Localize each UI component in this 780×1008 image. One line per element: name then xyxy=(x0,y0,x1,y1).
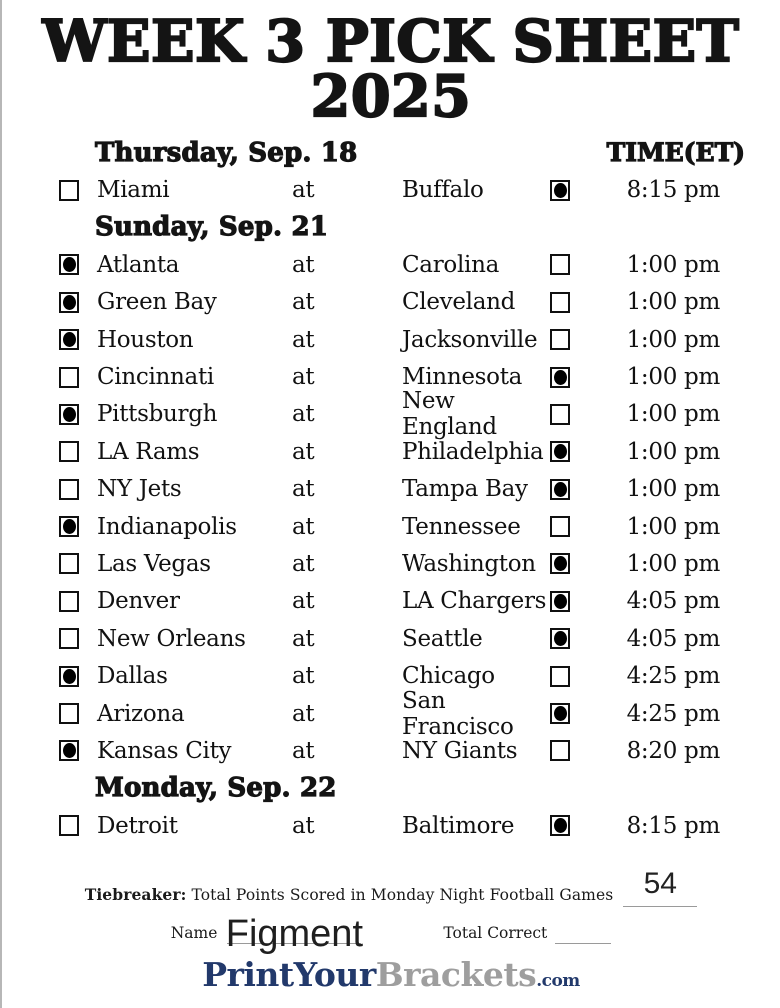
game-time: 1:00 pm xyxy=(626,289,720,316)
home-team-name: Washington xyxy=(402,550,536,577)
game-row xyxy=(2,545,780,582)
game-row xyxy=(2,471,780,508)
away-pick-checkbox[interactable] xyxy=(59,329,79,350)
game-row xyxy=(2,732,780,769)
day-heading: Sunday, Sep. 21 xyxy=(95,212,329,243)
pick-sheet xyxy=(2,134,780,844)
game-time: 4:25 pm xyxy=(626,700,720,727)
day-heading-row xyxy=(2,209,780,246)
game-row xyxy=(2,284,780,321)
away-pick-checkbox[interactable] xyxy=(59,553,79,574)
game-time: 8:15 pm xyxy=(626,177,720,204)
home-pick-checkbox[interactable] xyxy=(550,516,570,537)
game-row xyxy=(2,358,780,395)
game-row xyxy=(2,433,780,470)
home-team-name: New England xyxy=(402,388,497,441)
home-team-name: San Francisco xyxy=(402,687,514,740)
home-pick-checkbox[interactable] xyxy=(550,254,570,275)
game-time: 4:05 pm xyxy=(626,588,720,615)
away-pick-checkbox[interactable] xyxy=(59,740,79,761)
away-pick-checkbox[interactable] xyxy=(59,703,79,724)
at-label: at xyxy=(292,364,315,391)
away-pick-checkbox[interactable] xyxy=(59,404,79,425)
away-pick-checkbox[interactable] xyxy=(59,815,79,836)
game-time: 1:00 pm xyxy=(626,513,720,540)
away-team-name: LA Rams xyxy=(97,438,200,465)
at-label: at xyxy=(292,251,315,278)
name-value: Figment xyxy=(225,913,364,955)
at-label: at xyxy=(292,438,315,465)
name-label: Name xyxy=(170,924,218,942)
home-pick-checkbox[interactable] xyxy=(550,441,570,462)
page-title xyxy=(2,8,780,130)
home-team-name: Seattle xyxy=(402,625,483,652)
page-title-line2: 2025 xyxy=(310,63,472,130)
home-team-name: Baltimore xyxy=(402,812,515,839)
away-pick-checkbox[interactable] xyxy=(59,516,79,537)
game-row xyxy=(2,620,780,657)
at-label: at xyxy=(292,476,315,503)
game-time: 8:15 pm xyxy=(626,812,720,839)
total-correct-label: Total Correct xyxy=(443,924,548,942)
home-team-name: NY Giants xyxy=(402,737,518,764)
home-pick-checkbox[interactable] xyxy=(550,591,570,612)
away-pick-checkbox[interactable] xyxy=(59,628,79,649)
away-pick-checkbox[interactable] xyxy=(59,180,79,201)
at-label: at xyxy=(292,700,315,727)
game-row xyxy=(2,388,780,441)
day-heading: Monday, Sep. 22 xyxy=(95,773,337,804)
home-team-name: Chicago xyxy=(402,663,495,690)
game-row xyxy=(2,807,780,844)
tiebreaker-label-rest: Total Points Scored in Monday Night Football Games xyxy=(186,886,614,904)
game-row xyxy=(2,246,780,283)
day-heading-row xyxy=(2,134,780,171)
time-header: TIME(ET) xyxy=(606,138,745,168)
home-team-name: Tampa Bay xyxy=(402,476,528,503)
away-team-name: NY Jets xyxy=(97,476,182,503)
game-time: 4:05 pm xyxy=(626,625,720,652)
at-label: at xyxy=(292,625,315,652)
home-pick-checkbox[interactable] xyxy=(550,628,570,649)
home-pick-checkbox[interactable] xyxy=(550,815,570,836)
home-pick-checkbox[interactable] xyxy=(550,479,570,500)
game-time: 1:00 pm xyxy=(626,401,720,428)
home-team-name: LA Chargers xyxy=(402,588,547,615)
home-pick-checkbox[interactable] xyxy=(550,367,570,388)
day-heading-row xyxy=(2,770,780,807)
home-team-name: Minnesota xyxy=(402,364,523,391)
name-field[interactable] xyxy=(225,903,364,955)
printyourbrackets-logo xyxy=(2,956,780,1000)
game-time: 1:00 pm xyxy=(626,550,720,577)
away-team-name: Kansas City xyxy=(97,737,232,764)
at-label: at xyxy=(292,326,315,353)
game-row xyxy=(2,171,780,208)
total-correct-field[interactable] xyxy=(555,923,611,944)
game-row xyxy=(2,321,780,358)
away-team-name: Las Vegas xyxy=(97,550,211,577)
away-team-name: Houston xyxy=(97,326,194,353)
game-time: 1:00 pm xyxy=(626,364,720,391)
away-pick-checkbox[interactable] xyxy=(59,441,79,462)
page-title-line1: WEEK 3 PICK SHEET xyxy=(42,8,740,75)
game-time: 8:20 pm xyxy=(626,737,720,764)
home-pick-checkbox[interactable] xyxy=(550,329,570,350)
game-time: 1:00 pm xyxy=(626,476,720,503)
game-time: 4:25 pm xyxy=(626,663,720,690)
game-time: 1:00 pm xyxy=(626,438,720,465)
away-team-name: Detroit xyxy=(97,812,178,839)
name-row xyxy=(2,903,780,955)
away-pick-checkbox[interactable] xyxy=(59,367,79,388)
away-team-name: Arizona xyxy=(97,700,185,727)
home-team-name: Cleveland xyxy=(402,289,516,316)
away-team-name: Miami xyxy=(97,177,170,204)
game-row xyxy=(2,583,780,620)
tiebreaker-label-bold: Tiebreaker: xyxy=(84,885,187,904)
home-team-name: Philadelphia xyxy=(402,438,544,465)
away-team-name: New Orleans xyxy=(97,625,246,652)
tiebreaker-field[interactable] xyxy=(623,867,697,907)
home-team-name: Carolina xyxy=(402,251,499,278)
home-pick-checkbox[interactable] xyxy=(550,292,570,313)
at-label: at xyxy=(292,588,315,615)
away-team-name: Denver xyxy=(97,588,180,615)
home-pick-checkbox[interactable] xyxy=(550,180,570,201)
away-pick-checkbox[interactable] xyxy=(59,292,79,313)
away-team-name: Indianapolis xyxy=(97,513,237,540)
game-time: 1:00 pm xyxy=(626,251,720,278)
away-team-name: Green Bay xyxy=(97,289,217,316)
at-label: at xyxy=(292,177,315,204)
at-label: at xyxy=(292,550,315,577)
game-time: 1:00 pm xyxy=(626,326,720,353)
tiebreaker-row xyxy=(2,867,780,907)
home-pick-checkbox[interactable] xyxy=(550,666,570,687)
home-pick-checkbox[interactable] xyxy=(550,703,570,724)
logo-print-your: PrintYour xyxy=(202,955,376,994)
at-label: at xyxy=(292,737,315,764)
home-pick-checkbox[interactable] xyxy=(550,404,570,425)
game-row xyxy=(2,657,780,694)
home-team-name: Jacksonville xyxy=(402,326,538,353)
logo-brackets: Brackets xyxy=(375,955,537,994)
home-pick-checkbox[interactable] xyxy=(550,553,570,574)
at-label: at xyxy=(292,812,315,839)
away-team-name: Cincinnati xyxy=(97,364,214,391)
home-team-name: Buffalo xyxy=(402,177,484,204)
tiebreaker-value: 54 xyxy=(643,867,677,900)
away-pick-checkbox[interactable] xyxy=(59,666,79,687)
at-label: at xyxy=(292,401,315,428)
away-pick-checkbox[interactable] xyxy=(59,254,79,275)
away-team-name: Atlanta xyxy=(97,251,180,278)
game-row xyxy=(2,508,780,545)
home-pick-checkbox[interactable] xyxy=(550,740,570,761)
away-team-name: Dallas xyxy=(97,663,168,690)
away-team-name: Pittsburgh xyxy=(97,401,218,428)
away-pick-checkbox[interactable] xyxy=(59,591,79,612)
at-label: at xyxy=(292,663,315,690)
game-row xyxy=(2,687,780,740)
at-label: at xyxy=(292,289,315,316)
away-pick-checkbox[interactable] xyxy=(59,479,79,500)
day-heading: Thursday, Sep. 18 xyxy=(95,137,358,168)
logo-dot-com: .com xyxy=(536,971,580,991)
home-team-name: Tennessee xyxy=(402,513,521,540)
at-label: at xyxy=(292,513,315,540)
